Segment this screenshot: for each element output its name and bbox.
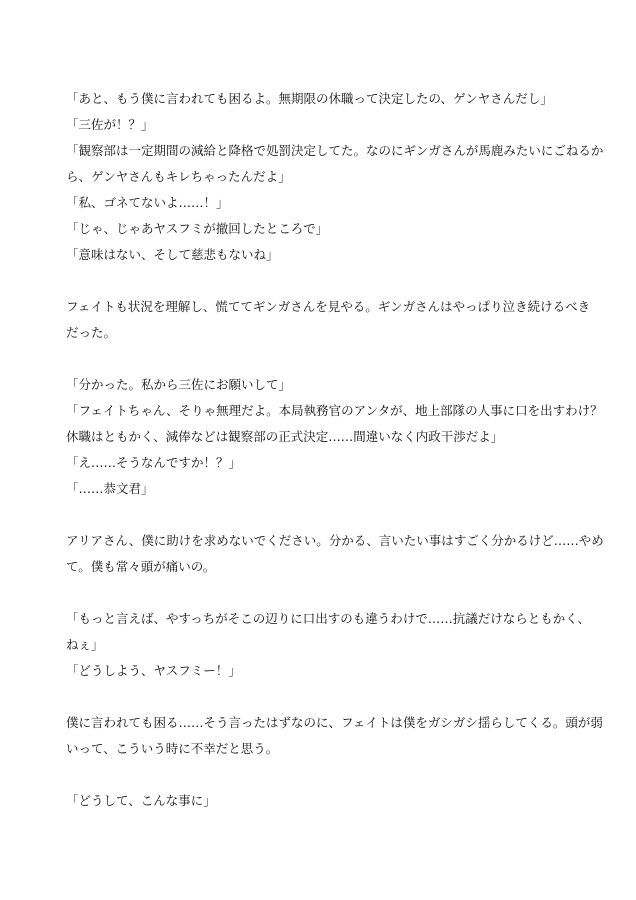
- text-line: ら、ゲンヤさんもキレちゃったんだよ」: [66, 169, 291, 184]
- text-line: て。僕も常々頭が痛いの。: [66, 559, 216, 574]
- text-line: アリアさん、僕に助けを求めないでください。分かる、言いたい事はすごく分かるけど……やめ: [66, 533, 604, 548]
- text-line: 「もっと言えば、やすっちがそこの辺りに口出すのも違うわけで……抗議だけならともかく、: [66, 611, 591, 626]
- text-line: 「どうしよう、ヤスフミー！」: [66, 663, 241, 678]
- blank-line: [66, 762, 576, 788]
- text-line: 「分かった。私から三佐にお願いして」: [66, 377, 292, 392]
- text-line: 「あと、もう僕に言われても困るよ。無期限の休職って決定したの、ゲンヤさんだし」: [66, 91, 553, 106]
- text-line: 「私、ゴネてないよ……！」: [66, 195, 229, 210]
- text-line: 「え……そうなんですか！？」: [66, 455, 242, 470]
- text-line: 「じゃ、じゃあヤスフミが撤回したところで」: [66, 221, 329, 236]
- text-line: 「観察部は一定期間の減給と降格で処罰決定してた。なのにギンガさんが馬鹿みたいにごねるか: [66, 143, 604, 158]
- text-line: 僕に言われても困る……そう言ったはずなのに、フェイトは僕をガシガシ揺らしてくる。頭が弱: [66, 715, 603, 730]
- text-line: 「フェイトちゃん、そりゃ無理だよ。本局執務官のアンタが、地上部隊の人事に口を出すわけ？: [66, 403, 603, 418]
- text-line: 「どうして、こんな事に」: [66, 793, 216, 808]
- blank-line: [66, 580, 576, 606]
- blank-line: [66, 346, 576, 372]
- body-text: [66, 86, 604, 814]
- text-line: 休職はともかく、減俸などは観察部の正式決定……間違いなく内政干渉だよ」: [66, 429, 504, 444]
- text-line: フェイトも状況を理解し、慌ててギンガさんを見やる。ギンガさんはやっぱり泣き続けるべき: [66, 299, 591, 314]
- text-line: いって、こういう時に不幸だと思う。: [66, 741, 279, 756]
- text-line: だった。: [66, 325, 117, 340]
- blank-line: [66, 684, 576, 710]
- text-line: 「……恭文君」: [66, 481, 154, 496]
- blank-line: [66, 502, 576, 528]
- text-line: 「三佐が！？」: [66, 117, 154, 132]
- text-line: ねぇ」: [66, 637, 104, 652]
- blank-line: [66, 268, 576, 294]
- text-line: 「意味はない、そして慈悲もないね」: [66, 247, 279, 262]
